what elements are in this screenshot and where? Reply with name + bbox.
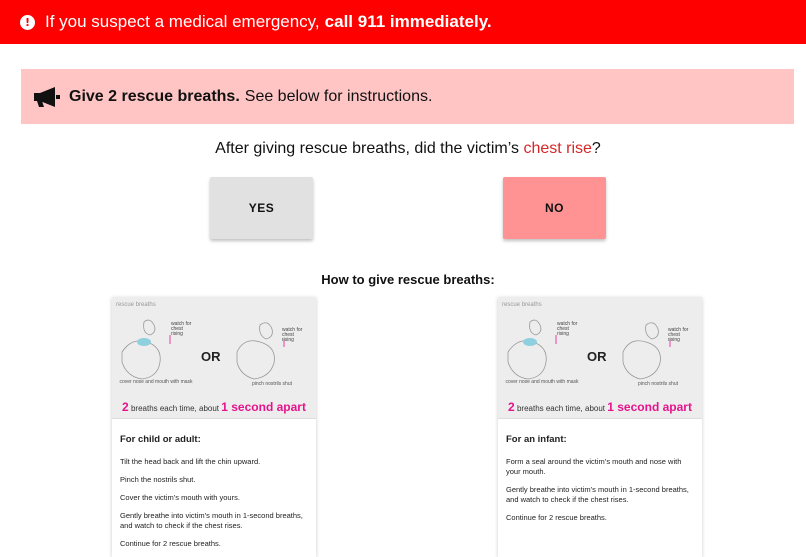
step-item: Gently breathe into victim’s mouth in 1-second breaths, and watch to check if the chest rises. bbox=[120, 511, 303, 530]
no-button[interactable]: NO bbox=[503, 177, 606, 239]
pinch-caption: pinch nostrils shut bbox=[637, 381, 679, 387]
alert-text: If you suspect a medical emergency, bbox=[45, 12, 320, 31]
or-label: OR bbox=[587, 349, 607, 364]
breath-timing-text: breaths each time, about bbox=[130, 404, 220, 413]
breath-timing-line bbox=[498, 400, 702, 414]
watch-label-2: watch for chest rising bbox=[282, 327, 303, 343]
breath-timing-line bbox=[112, 400, 316, 414]
breath-interval: 1 second apart bbox=[221, 400, 306, 414]
step-item: Form a seal around the victim’s mouth and nose with your mouth. bbox=[506, 457, 682, 476]
mask-caption: cover nose and mouth with mask bbox=[119, 379, 193, 385]
infant-steps bbox=[498, 419, 702, 523]
step-item: Continue for 2 rescue breaths. bbox=[506, 513, 607, 522]
breath-count: 2 bbox=[508, 400, 515, 414]
rescue-breaths-illustration bbox=[112, 297, 316, 419]
emergency-alert-bar bbox=[0, 0, 806, 44]
step-item: Tilt the head back and lift the chin upward. bbox=[120, 457, 261, 466]
megaphone-icon bbox=[33, 86, 61, 108]
banner-text: See below for instructions. bbox=[244, 87, 433, 105]
howto-heading: How to give rescue breaths: bbox=[321, 272, 495, 287]
breath-timing-text: breaths each time, about bbox=[516, 404, 606, 413]
watch-label-1: watch for chest rising bbox=[171, 321, 192, 337]
banner-strong: Give 2 rescue breaths. bbox=[69, 87, 240, 105]
alert-call-911: call 911 immediately. bbox=[324, 12, 492, 31]
watch-label-1: watch for chest rising bbox=[557, 321, 578, 337]
rescue-breaths-illustration bbox=[498, 297, 702, 419]
breath-count: 2 bbox=[122, 400, 129, 414]
yes-button[interactable]: YES bbox=[210, 177, 313, 239]
step-item: Cover the victim’s mouth with yours. bbox=[120, 493, 240, 502]
adult-steps bbox=[112, 419, 316, 549]
question-highlight: chest rise bbox=[523, 140, 592, 157]
mask-caption: cover nose and mouth with mask bbox=[505, 379, 579, 385]
step-item: Gently breathe into victim’s mouth in 1-second breaths, and watch to check if the chest rises. bbox=[506, 485, 689, 504]
card-title: For an infant: bbox=[506, 434, 567, 445]
question-mark: ? bbox=[591, 140, 601, 157]
watch-label-2: watch for chest rising bbox=[668, 327, 689, 343]
pinch-caption: pinch nostrils shut bbox=[251, 381, 293, 387]
breath-interval: 1 second apart bbox=[607, 400, 692, 414]
chest-rise-question bbox=[0, 140, 806, 158]
illustration-tag: rescue breaths bbox=[502, 302, 542, 308]
card-title: For child or adult: bbox=[120, 434, 201, 445]
infant-instructions-card bbox=[498, 297, 702, 557]
instruction-banner bbox=[21, 69, 794, 124]
exclamation-icon: ! bbox=[20, 15, 35, 30]
adult-instructions-card bbox=[112, 297, 316, 557]
step-item: Pinch the nostrils shut. bbox=[120, 475, 196, 484]
illustration-tag: rescue breaths bbox=[116, 302, 156, 308]
question-text: After giving rescue breaths, did the victim’s bbox=[215, 140, 519, 157]
or-label: OR bbox=[201, 349, 221, 364]
step-item: Continue for 2 rescue breaths. bbox=[120, 539, 221, 548]
